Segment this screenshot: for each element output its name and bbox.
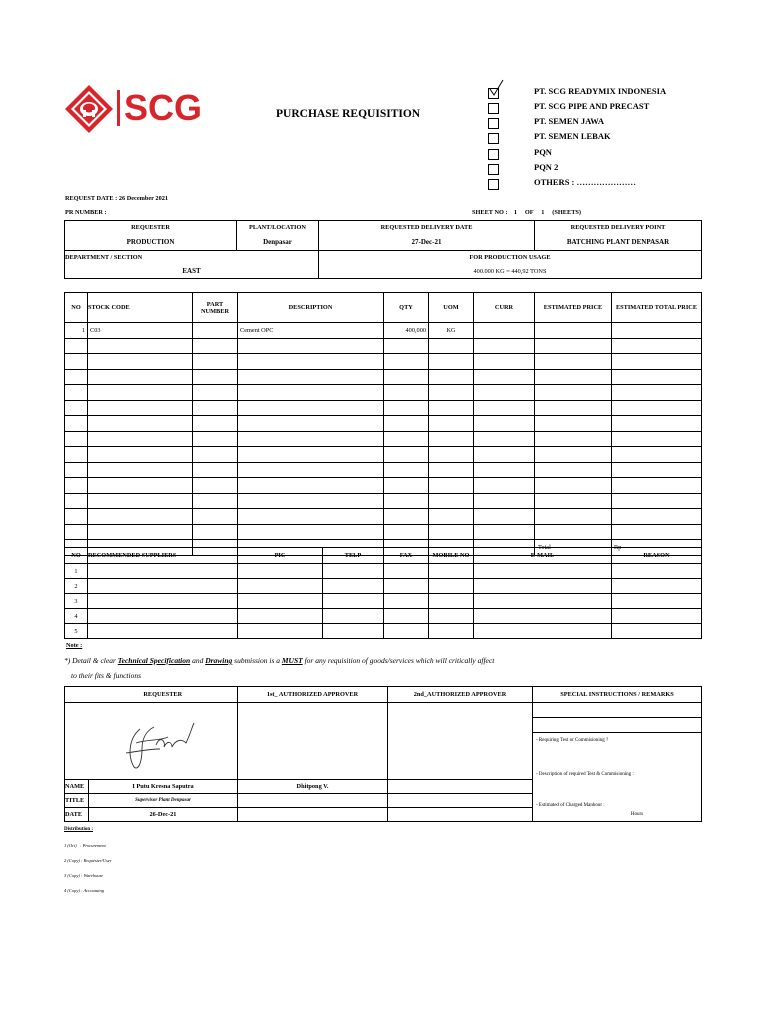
- items-cell: [193, 416, 238, 432]
- scg-brand-text: SCG: [124, 87, 203, 128]
- remark-manhour: - Estimated of Charged Manhour :: [533, 780, 702, 808]
- items-cell: [429, 338, 474, 354]
- items-cell: [238, 416, 384, 432]
- remark-row-1: [533, 703, 702, 718]
- pr-number: PR NUMBER :: [65, 209, 107, 216]
- distribution-item: 4 (Copy) : Accounting: [64, 888, 105, 893]
- items-cell: [612, 323, 702, 339]
- items-cell: [193, 354, 238, 370]
- remark-row-2: [533, 718, 702, 733]
- request-date: REQUEST DATE : 26 December 2021: [65, 195, 169, 202]
- items-cell: [474, 354, 535, 370]
- items-cell: [88, 338, 193, 354]
- approval-table: [64, 686, 702, 822]
- table-row: [65, 431, 702, 447]
- delivery-point-value: BATCHING PLANT DENPASAR: [535, 235, 702, 251]
- items-cell: [193, 447, 238, 463]
- table-row: [65, 369, 702, 385]
- note-must: MUST: [281, 656, 303, 665]
- company-label-2: PT. SCG PIPE AND PRECAST: [534, 101, 650, 111]
- distribution-item: 1 (Ori) : Procurement: [64, 843, 106, 848]
- items-cell: [193, 338, 238, 354]
- supplier-row-number: 2: [65, 579, 88, 594]
- department-value: EAST: [65, 265, 319, 279]
- company-checkbox-4[interactable]: [488, 133, 499, 144]
- supplier-cell: [384, 579, 429, 594]
- plant-value: Denpasar: [237, 235, 319, 251]
- items-cell: [535, 431, 612, 447]
- total-currency: Rp: [614, 543, 622, 551]
- requester-header: REQUESTER: [65, 221, 237, 235]
- distribution-item: 3 (Copy) : Warehouse: [64, 873, 104, 878]
- supplier-cell: [238, 579, 323, 594]
- items-cell: [193, 385, 238, 401]
- items-cell: [474, 462, 535, 478]
- supplier-cell: [384, 624, 429, 639]
- name-label: NAME: [65, 780, 89, 794]
- company-label-7: OTHERS : …………………: [534, 177, 637, 187]
- company-label-3: PT. SEMEN JAWA: [534, 116, 604, 126]
- items-cell: [535, 478, 612, 494]
- supplier-row: [65, 579, 702, 594]
- items-cell: [612, 338, 702, 354]
- supplier-cell: [384, 564, 429, 579]
- items-cell: [612, 416, 702, 432]
- items-cell: 400,000: [384, 323, 429, 339]
- table-row: [65, 493, 702, 509]
- items-cell: [88, 354, 193, 370]
- approval-corner: [65, 687, 89, 703]
- items-cell: [193, 524, 238, 540]
- approver2-name: [388, 780, 533, 794]
- usage-header: FOR PRODUCTION USAGE: [319, 251, 702, 265]
- items-header-7: CURR: [474, 293, 535, 323]
- items-cell: [384, 416, 429, 432]
- items-cell: [474, 369, 535, 385]
- items-cell: [429, 354, 474, 370]
- company-label-6: PQN 2: [534, 162, 559, 172]
- note-post: for any requisition of goods/services which will critically affect: [302, 656, 495, 665]
- checkmark-icon: [487, 79, 507, 99]
- requisition-info-table: [64, 220, 702, 279]
- title-label: TITLE: [65, 794, 89, 808]
- supplier-cell: [612, 564, 702, 579]
- suppliers-header-2: RECOMMENDED SUPPLIERS: [88, 548, 238, 564]
- suppliers-table: [64, 547, 702, 639]
- approver2-date: [388, 808, 533, 822]
- company-checkbox-7[interactable]: [488, 179, 499, 190]
- table-row: [65, 524, 702, 540]
- requester-value: PRODUCTION: [65, 235, 237, 251]
- items-cell: [474, 493, 535, 509]
- items-cell: [238, 524, 384, 540]
- suppliers-header-5: FAX: [384, 548, 429, 564]
- supplier-cell: [238, 594, 323, 609]
- items-cell: [65, 493, 88, 509]
- supplier-cell: [429, 564, 474, 579]
- items-cell: [88, 447, 193, 463]
- total-value: -: [694, 543, 697, 551]
- items-header-3: PART NUMBER: [193, 293, 238, 323]
- page-title: PURCHASE REQUISITION: [276, 108, 421, 120]
- items-cell: [429, 524, 474, 540]
- items-cell: [535, 354, 612, 370]
- table-row: [65, 478, 702, 494]
- items-cell: [612, 493, 702, 509]
- table-row: [65, 509, 702, 525]
- supplier-row-number: 1: [65, 564, 88, 579]
- items-cell: [384, 400, 429, 416]
- items-cell: [474, 524, 535, 540]
- supplier-row: [65, 609, 702, 624]
- suppliers-header-6: MOBILE NO: [429, 548, 474, 564]
- items-cell: [429, 478, 474, 494]
- note-mid: submission is a: [232, 656, 282, 665]
- items-cell: [384, 493, 429, 509]
- note-drawing: Drawing: [205, 656, 233, 665]
- items-cell: [65, 524, 88, 540]
- delivery-date-header: REQUESTED DELIVERY DATE: [319, 221, 535, 235]
- table-row: [65, 462, 702, 478]
- delivery-date-value: 27-Dec-21: [319, 235, 535, 251]
- items-header-8: ESTIMATED PRICE: [535, 293, 612, 323]
- items-cell: [429, 447, 474, 463]
- items-cell: [193, 431, 238, 447]
- supplier-cell: [612, 579, 702, 594]
- items-cell: [65, 509, 88, 525]
- table-row: [65, 323, 702, 339]
- items-cell: [535, 509, 612, 525]
- items-cell: [535, 493, 612, 509]
- items-cell: [612, 462, 702, 478]
- items-cell: [429, 385, 474, 401]
- items-header-5: QTY: [384, 293, 429, 323]
- items-cell: C03: [88, 323, 193, 339]
- items-cell: [474, 385, 535, 401]
- items-cell: [429, 416, 474, 432]
- items-cell: [193, 323, 238, 339]
- items-cell: [238, 385, 384, 401]
- supplier-cell: [238, 624, 323, 639]
- items-cell: [612, 524, 702, 540]
- supplier-cell: [384, 594, 429, 609]
- items-cell: [535, 338, 612, 354]
- supplier-row-number: 3: [65, 594, 88, 609]
- approver1-header: 1st_ AUTHORIZED APPROVER: [238, 687, 388, 703]
- items-cell: [384, 354, 429, 370]
- items-cell: [238, 462, 384, 478]
- supplier-row-number: 5: [65, 624, 88, 639]
- supplier-cell: [612, 609, 702, 624]
- items-cell: [384, 524, 429, 540]
- items-cell: [429, 400, 474, 416]
- items-cell: [238, 478, 384, 494]
- supplier-cell: [384, 609, 429, 624]
- supplier-cell: [88, 594, 238, 609]
- supplier-cell: [474, 624, 612, 639]
- items-cell: [88, 493, 193, 509]
- approver1-title: [238, 794, 388, 808]
- supplier-cell: [323, 609, 384, 624]
- supplier-cell: [612, 624, 702, 639]
- supplier-row: [65, 564, 702, 579]
- items-cell: [384, 478, 429, 494]
- company-checkbox-3[interactable]: [488, 118, 499, 129]
- items-header-2: STOCK CODE: [88, 293, 193, 323]
- supplier-row-number: 4: [65, 609, 88, 624]
- items-cell: [65, 369, 88, 385]
- supplier-cell: [474, 579, 612, 594]
- suppliers-header-7: E-MAIL: [474, 548, 612, 564]
- distribution-label: Distribution :: [64, 827, 94, 832]
- items-cell: Cement OPC: [238, 323, 384, 339]
- items-cell: [384, 431, 429, 447]
- items-cell: [88, 431, 193, 447]
- items-cell: [429, 369, 474, 385]
- delivery-point-header: REQUESTED DELIVERY POINT: [535, 221, 702, 235]
- remark-test-required: - Requiring Test or Commisioning ?: [533, 733, 702, 749]
- requester-title: Supervisor Plant Denpasar: [89, 794, 238, 808]
- supplier-cell: [323, 624, 384, 639]
- items-cell: [65, 385, 88, 401]
- items-cell: [65, 478, 88, 494]
- items-cell: [384, 447, 429, 463]
- company-label-4: PT. SEMEN LEBAK: [534, 131, 611, 141]
- supplier-cell: [238, 609, 323, 624]
- requester-date: 26-Dec-21: [89, 808, 238, 822]
- items-cell: [612, 385, 702, 401]
- special-instructions-header: SPECIAL INSTRUCTIONS / REMARKS: [533, 687, 702, 703]
- items-cell: [65, 447, 88, 463]
- items-cell: 1: [65, 323, 88, 339]
- supplier-cell: [474, 609, 612, 624]
- plant-header: PLANT/LOCATION: [237, 221, 319, 235]
- supplier-cell: [429, 594, 474, 609]
- distribution-item: 2 (Copy) : Requester/User: [64, 858, 112, 863]
- approver1-name-text: Dhitpong V.: [296, 783, 329, 790]
- signature-icon: [120, 709, 200, 773]
- table-row: [65, 447, 702, 463]
- items-cell: [612, 478, 702, 494]
- table-row: [65, 400, 702, 416]
- items-cell: [88, 416, 193, 432]
- supplier-cell: [88, 624, 238, 639]
- items-cell: [612, 354, 702, 370]
- items-cell: [384, 338, 429, 354]
- items-cell: [193, 509, 238, 525]
- items-cell: [384, 462, 429, 478]
- items-cell: [474, 447, 535, 463]
- items-cell: [474, 509, 535, 525]
- note-text: [64, 656, 494, 665]
- table-row: [65, 385, 702, 401]
- items-cell: [238, 431, 384, 447]
- supplier-cell: [88, 609, 238, 624]
- items-cell: [474, 478, 535, 494]
- items-cell: [238, 400, 384, 416]
- items-cell: [65, 431, 88, 447]
- note-label: Note :: [66, 642, 83, 649]
- items-header-9: ESTIMATED TOTAL PRICE: [612, 293, 702, 323]
- items-header-6: UOM: [429, 293, 474, 323]
- items-cell: [238, 493, 384, 509]
- items-cell: [535, 462, 612, 478]
- items-cell: [65, 354, 88, 370]
- items-cell: [88, 524, 193, 540]
- company-label-1: PT. SCG READYMIX INDONESIA: [534, 86, 667, 96]
- approval-requester-header: REQUESTER: [89, 687, 238, 703]
- items-cell: [429, 462, 474, 478]
- items-cell: [535, 416, 612, 432]
- requester-name: I Putu Kresna Saputra: [89, 780, 238, 794]
- remark-test-description: - Description of required Test & Commisioning :: [533, 749, 702, 779]
- items-cell: [193, 400, 238, 416]
- items-cell: [612, 400, 702, 416]
- items-cell: [474, 431, 535, 447]
- hours-label: Hours: [533, 808, 702, 822]
- items-cell: [65, 462, 88, 478]
- supplier-cell: [238, 564, 323, 579]
- total-label: Total: [535, 540, 612, 556]
- supplier-cell: [612, 594, 702, 609]
- approver1-name: [238, 780, 388, 794]
- note-line2: to their fits & functions: [71, 671, 142, 680]
- approver2-title: [388, 794, 533, 808]
- items-cell: [88, 385, 193, 401]
- items-cell: [193, 493, 238, 509]
- items-cell: [429, 431, 474, 447]
- supplier-cell: [474, 594, 612, 609]
- items-cell: [474, 338, 535, 354]
- items-cell: [535, 447, 612, 463]
- note-tech: Technical Specification: [117, 656, 191, 665]
- note-and: and: [190, 656, 206, 665]
- items-cell: [193, 462, 238, 478]
- supplier-cell: [88, 564, 238, 579]
- items-cell: KG: [429, 323, 474, 339]
- items-cell: [474, 323, 535, 339]
- items-cell: [88, 509, 193, 525]
- items-cell: [65, 400, 88, 416]
- items-cell: [384, 385, 429, 401]
- items-cell: [612, 369, 702, 385]
- items-cell: [88, 400, 193, 416]
- supplier-row: [65, 624, 702, 639]
- supplier-cell: [323, 579, 384, 594]
- items-cell: [429, 509, 474, 525]
- items-cell: [88, 462, 193, 478]
- items-cell: [384, 509, 429, 525]
- company-checkbox-6[interactable]: [488, 164, 499, 175]
- items-cell: [193, 369, 238, 385]
- items-cell: [612, 509, 702, 525]
- scg-emblem-icon: [64, 84, 114, 134]
- department-header: DEPARTMENT / SECTION: [65, 251, 319, 265]
- supplier-cell: [88, 579, 238, 594]
- supplier-cell: [474, 564, 612, 579]
- items-cell: [238, 509, 384, 525]
- usage-value: 400.000 KG = 440,92 TONS: [319, 265, 702, 279]
- table-row: [65, 416, 702, 432]
- items-cell: [193, 478, 238, 494]
- items-cell: [612, 431, 702, 447]
- approver2-header: 2nd_AUTHORIZED APPROVER: [388, 687, 533, 703]
- items-header-4: DESCRIPTION: [238, 293, 384, 323]
- supplier-row: [65, 594, 702, 609]
- suppliers-header-1: NO: [65, 548, 88, 564]
- approver1-signature-cell: [238, 703, 388, 780]
- items-cell: [238, 354, 384, 370]
- sheet-number: SHEET NO : 1 OF 1 (SHEETS): [472, 209, 581, 216]
- supplier-cell: [429, 579, 474, 594]
- note-pre: *) Detail & clear: [64, 656, 118, 665]
- items-cell: [65, 338, 88, 354]
- items-cell: [612, 447, 702, 463]
- items-cell: [474, 400, 535, 416]
- suppliers-header-8: REASON: [612, 548, 702, 564]
- items-cell: [88, 478, 193, 494]
- supplier-cell: [429, 624, 474, 639]
- requester-signature-cell: [65, 703, 238, 780]
- approver2-signature-cell: [388, 703, 533, 780]
- items-cell: [535, 400, 612, 416]
- items-cell: [238, 447, 384, 463]
- table-row: [65, 338, 702, 354]
- items-cell: [65, 416, 88, 432]
- items-cell: [535, 369, 612, 385]
- items-cell: [384, 369, 429, 385]
- items-header-1: NO: [65, 293, 88, 323]
- items-cell: [429, 493, 474, 509]
- items-cell: [535, 323, 612, 339]
- items-cell: [535, 524, 612, 540]
- supplier-cell: [323, 594, 384, 609]
- approver1-date: [238, 808, 388, 822]
- company-checkbox-2[interactable]: [488, 103, 499, 114]
- table-row: [65, 354, 702, 370]
- suppliers-header-3: PIC: [238, 548, 323, 564]
- date-label: DATE: [65, 808, 89, 822]
- company-checkbox-5[interactable]: [488, 149, 499, 160]
- items-cell: [88, 369, 193, 385]
- supplier-cell: [429, 609, 474, 624]
- items-cell: [474, 416, 535, 432]
- supplier-cell: [323, 564, 384, 579]
- company-label-5: PQN: [534, 147, 552, 157]
- items-table: [64, 292, 702, 556]
- items-cell: [238, 338, 384, 354]
- scg-logo: [64, 84, 203, 136]
- items-cell: [238, 369, 384, 385]
- suppliers-header-4: TELP: [323, 548, 384, 564]
- items-cell: [535, 385, 612, 401]
